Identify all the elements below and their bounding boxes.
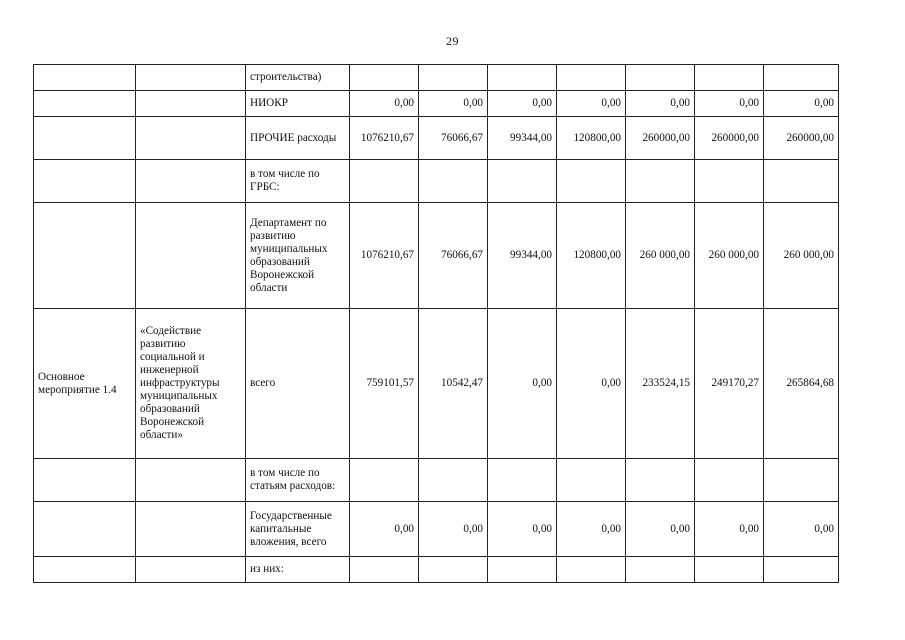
amount-cell [695, 557, 764, 583]
amount-cell [419, 557, 488, 583]
amount-cell [764, 459, 839, 502]
program-name-cell: «Содействие развитию социальной и инженерной инфраструктуры муниципальных образований Воронежской области» [136, 309, 246, 459]
amount-cell: 233524,15 [626, 309, 695, 459]
expense-label-cell: Департамент по развитию муниципальных образований Воронежской области [246, 203, 350, 309]
amount-cell: 0,00 [488, 91, 557, 117]
activity-cell [34, 502, 136, 557]
amount-cell: 120800,00 [557, 203, 626, 309]
amount-cell: 260000,00 [764, 117, 839, 160]
amount-cell: 99344,00 [488, 117, 557, 160]
activity-cell [34, 557, 136, 583]
amount-cell [557, 65, 626, 91]
table-row [34, 65, 839, 91]
program-name-cell [136, 502, 246, 557]
amount-cell [488, 160, 557, 203]
amount-cell: 0,00 [419, 502, 488, 557]
amount-cell: 1076210,67 [350, 203, 419, 309]
amount-cell [488, 65, 557, 91]
amount-cell [626, 459, 695, 502]
budget-table [33, 64, 839, 583]
amount-cell: 76066,67 [419, 117, 488, 160]
expense-label-cell: в том числе по ГРБС: [246, 160, 350, 203]
program-name-cell [136, 160, 246, 203]
table-row [34, 459, 839, 502]
amount-cell [350, 65, 419, 91]
expense-label-cell: строительства) [246, 65, 350, 91]
program-name-cell [136, 65, 246, 91]
amount-cell: 0,00 [488, 502, 557, 557]
amount-cell [695, 160, 764, 203]
activity-cell [34, 203, 136, 309]
amount-cell [557, 557, 626, 583]
amount-cell: 265864,68 [764, 309, 839, 459]
table-row [34, 117, 839, 160]
amount-cell: 0,00 [557, 502, 626, 557]
amount-cell: 99344,00 [488, 203, 557, 309]
amount-cell: 0,00 [350, 91, 419, 117]
budget-table-body [34, 65, 839, 583]
amount-cell: 0,00 [695, 502, 764, 557]
expense-label-cell: ПРОЧИЕ расходы [246, 117, 350, 160]
amount-cell: 120800,00 [557, 117, 626, 160]
table-row [34, 557, 839, 583]
amount-cell [764, 557, 839, 583]
activity-cell [34, 459, 136, 502]
amount-cell [557, 459, 626, 502]
expense-label-cell: НИОКР [246, 91, 350, 117]
amount-cell: 260 000,00 [626, 203, 695, 309]
amount-cell [557, 160, 626, 203]
amount-cell [626, 557, 695, 583]
activity-cell: Основное мероприятие 1.4 [34, 309, 136, 459]
amount-cell: 0,00 [557, 91, 626, 117]
program-name-cell [136, 91, 246, 117]
amount-cell [764, 65, 839, 91]
activity-cell [34, 117, 136, 160]
expense-label-cell: Государственные капитальные вложения, всего [246, 502, 350, 557]
program-name-cell [136, 557, 246, 583]
expense-label-cell: из них: [246, 557, 350, 583]
table-row [34, 502, 839, 557]
amount-cell [488, 459, 557, 502]
amount-cell: 0,00 [695, 91, 764, 117]
amount-cell: 0,00 [626, 502, 695, 557]
amount-cell [419, 65, 488, 91]
amount-cell: 260 000,00 [695, 203, 764, 309]
amount-cell [626, 160, 695, 203]
expense-label-cell: в том числе по статьям расходов: [246, 459, 350, 502]
page-number: 29 [446, 34, 459, 48]
amount-cell [350, 459, 419, 502]
table-row [34, 91, 839, 117]
amount-cell: 0,00 [488, 309, 557, 459]
amount-cell [764, 160, 839, 203]
amount-cell [488, 557, 557, 583]
amount-cell: 0,00 [350, 502, 419, 557]
amount-cell: 1076210,67 [350, 117, 419, 160]
table-row [34, 203, 839, 309]
amount-cell: 76066,67 [419, 203, 488, 309]
program-name-cell [136, 117, 246, 160]
amount-cell: 0,00 [419, 91, 488, 117]
amount-cell: 0,00 [626, 91, 695, 117]
amount-cell: 0,00 [764, 91, 839, 117]
amount-cell [350, 557, 419, 583]
program-name-cell [136, 459, 246, 502]
amount-cell: 759101,57 [350, 309, 419, 459]
activity-cell [34, 65, 136, 91]
amount-cell [695, 65, 764, 91]
amount-cell [695, 459, 764, 502]
amount-cell: 260000,00 [626, 117, 695, 160]
amount-cell: 0,00 [557, 309, 626, 459]
amount-cell: 10542,47 [419, 309, 488, 459]
amount-cell: 260 000,00 [764, 203, 839, 309]
table-row [34, 160, 839, 203]
amount-cell [419, 459, 488, 502]
amount-cell [419, 160, 488, 203]
amount-cell: 0,00 [764, 502, 839, 557]
program-name-cell [136, 203, 246, 309]
amount-cell [350, 160, 419, 203]
activity-cell [34, 91, 136, 117]
activity-cell [34, 160, 136, 203]
amount-cell [626, 65, 695, 91]
table-row [34, 309, 839, 459]
expense-label-cell: всего [246, 309, 350, 459]
amount-cell: 249170,27 [695, 309, 764, 459]
amount-cell: 260000,00 [695, 117, 764, 160]
